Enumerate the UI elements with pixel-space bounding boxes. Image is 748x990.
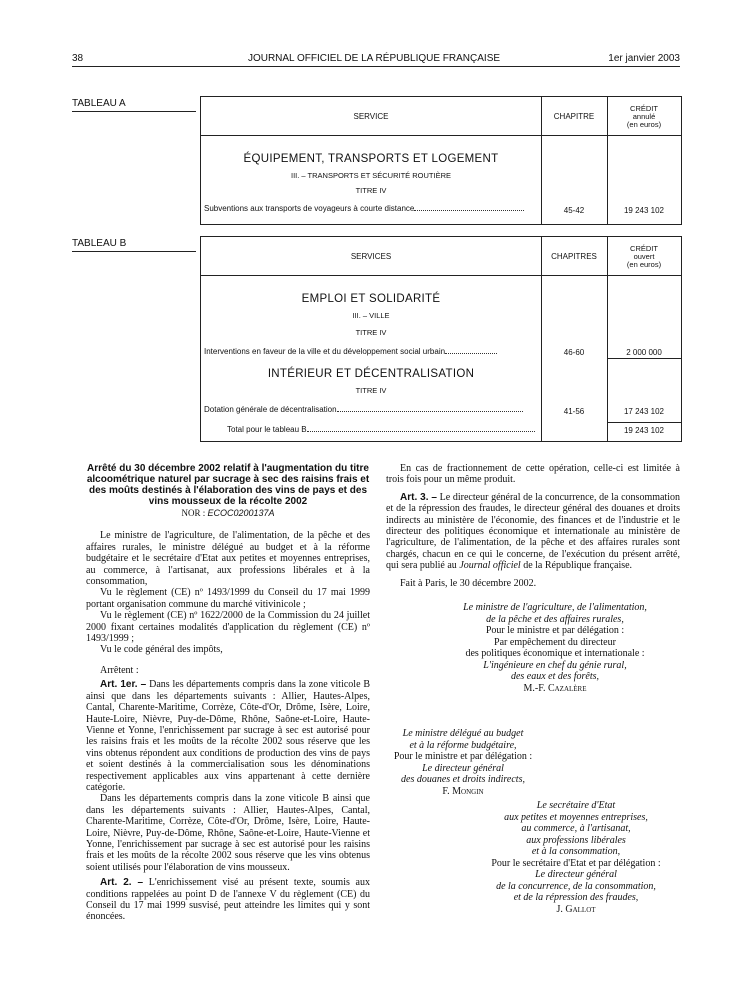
page-number: 38	[72, 53, 84, 64]
tableau-b-titre-2: TITRE IV	[355, 386, 387, 395]
signatory-gallot: J. Gallot	[556, 903, 596, 915]
tableau-b	[200, 236, 682, 442]
arrete-title: Arrêté du 30 décembre 2002 relatif à l'augmentation du titre alcoométrique naturel par sucrage à sec des raisins frais et des moûts destinés à l'élaboration des vins de pays et des vins mousseux de la récolte 2002	[86, 463, 370, 507]
tableau-b-col-credit: CRÉDIT ouvert (en euros)	[626, 244, 662, 269]
tableau-a-col-credit: CRÉDIT annulé (en euros)	[626, 104, 662, 129]
preamble-p2: Vu le règlement (CE) nº 1493/1999 du Conseil du 17 mai 1999 portant organisation commune du marché vitivinicole ;	[86, 587, 370, 610]
preamble-p1: Le ministre de l'agriculture, de l'alimentation, de la pêche et des affaires rurales, le ministre délégué au budget et à la réforme budgétaire et le secrétaire d'Etat aux petites et moyennes entreprises, au commerce, à l'artisanat, aux professions libérales et à la consommation,	[86, 530, 370, 588]
tableau-b-row-dotation-label: Dotation générale de décentralisation	[204, 405, 523, 414]
tableau-b-titre-1: TITRE IV	[355, 328, 387, 337]
signature-secretaire-etat: Le secrétaire d'Etat aux petites et moyennes entreprises, au commerce, à l'artisanat, aux professions libérales et à la consommation, Pour le secrétaire d'Etat et par délégation : Le directeur général de la concurrence, de la consommation, et de la répression des fraudes, J. Gallot	[472, 800, 680, 915]
tableau-b-col-chapitres: CHAPITRES	[551, 252, 597, 261]
tableau-a	[200, 96, 682, 225]
tableau-b-label: TABLEAU B	[72, 238, 127, 249]
fractionnement-paragraph: En cas de fractionnement de cette opération, celle-ci est limitée à trois fois pour un même produit.	[386, 463, 680, 486]
tableau-a-ministry: ÉQUIPEMENT, TRANSPORTS ET LOGEMENT	[243, 153, 499, 165]
tableau-a-section: III. – TRANSPORTS ET SÉCURITÉ ROUTIÈRE	[290, 171, 452, 180]
tableau-b-col-services: SERVICES	[350, 252, 392, 261]
tableau-a-row-credit: 19 243 102	[623, 206, 665, 215]
left-column	[86, 463, 370, 923]
right-column	[386, 463, 680, 589]
tableau-a-titre: TITRE IV	[355, 186, 387, 195]
tableau-b-ministry-interieur: INTÉRIEUR ET DÉCENTRALISATION	[267, 368, 475, 380]
preamble-p3: Vu le règlement (CE) nº 1622/2000 de la Commission du 24 juillet 2000 fixant certaines modalités d'application du règlement (CE) nº 1493/1999 ;	[86, 610, 370, 645]
tableau-a-label-rule	[72, 111, 196, 112]
nor-line: NOR : ECOC0200137A	[181, 508, 275, 518]
article-1-p2: Dans les départements compris dans la zone viticole B ainsi que dans les départements suivants : Allier, Hautes-Alpes, Cantal, Charente-Maritime, Corrèze, Côte-d'Or, Drôme, Isère, Loire, Haute-Loire, Nièvre, Puy-de-Dôme, Rhône, Saône-et-Loire, Haute-Vienne et Yonne, l'enrichissement par sucrage à sec est autorisé pour les raisins frais et les moûts de la récolte 2002 sous réserve que les vins obtenus soient utilisés pour l'élaboration de vins mousseux.	[86, 793, 370, 873]
tableau-a-col-chapitre: CHAPITRE	[553, 112, 595, 121]
signatory-mongin: F. Mongin	[442, 785, 484, 797]
fait-a-paris: Fait à Paris, le 30 décembre 2002.	[400, 577, 537, 589]
signatory-cazalere: M.-F. Cazalère	[523, 682, 587, 694]
signature-agriculture: Le ministre de l'agriculture, de l'alimentation, de la pêche et des affaires rurales, Pour le ministre et par délégation : Par empêchement du directeur des politiques économique et internationale : L'ingénieure en chef du génie rural, des eaux et des forêts, M.-F. Cazalère	[430, 602, 680, 694]
tableau-a-label: TABLEAU A	[72, 98, 126, 109]
tableau-b-ministry-emploi: EMPLOI ET SOLIDARITÉ	[301, 293, 441, 305]
tableau-b-row-ville-label: Interventions en faveur de la ville et du développement social urbain	[204, 347, 497, 356]
tableau-b-section-ville: III. – VILLE	[352, 311, 390, 320]
tableau-b-row-ville-chapitre: 46-60	[563, 348, 585, 357]
tableau-a-row-chapitre: 45-42	[563, 206, 585, 215]
header-rule	[72, 66, 680, 67]
tableau-a-row-label: Subventions aux transports de voyageurs à courte distance	[204, 204, 524, 213]
article-2: Art. 2. – L'enrichissement visé au présent texte, soumis aux conditions rappelées au point D de l'annexe V du règlement (CE) du Conseil du 17 mai 1999 susvisé, peut atteindre les limites qui y sont énoncées.	[86, 877, 370, 923]
issue-date: 1er janvier 2003	[608, 53, 680, 64]
article-1: Art. 1er. – Dans les départements compris dans la zone viticole B ainsi que dans les départements suivants : Allier, Hautes-Alpes, Cantal, Charente-Maritime, Corrèze, Côte-d'Or, Drôme, Isère, Loire, Haute-Loire, Nièvre, Puy-de-Dôme, Rhône, Saône-et-Loire, Haute-Vienne et Yonne, l'enrichissement par sucrage à sec est autorisé pour les raisins frais et les moûts de la récolte 2002 sous réserve que les vins obtenus répondent aux conditions de production des vins de pays et soient destinés à la commercialisation sous les dénominations respectivement applicables aux vins appartenant à cette dernière catégorie.	[86, 679, 371, 793]
preamble-p4: Vu le code général des impôts,	[100, 644, 223, 656]
journal-title: JOURNAL OFFICIEL DE LA RÉPUBLIQUE FRANÇAISE	[247, 53, 501, 64]
tableau-b-total-credit: 19 243 102	[623, 426, 665, 435]
signature-budget: Le ministre délégué au budget et à la réforme budgétaire, Pour le ministre et par délégation : Le directeur général des douanes et droits indirects, F. Mongin	[370, 728, 556, 797]
article-3: Art. 3. – Le directeur général de la concurrence, de la consommation et de la répression des fraudes, le directeur général des douanes et droits indirects au ministère de l'économie, des finances et de l'industrie et le directeur des politiques économique et internationale au ministère de l'agriculture, de l'alimentation, de la pêche et des affaires rurales sont chargés, chacun en ce qui le concerne, de l'exécution du présent arrêté, qui sera publié au Journal officiel de la République française.	[386, 491, 680, 572]
tableau-b-row-dotation-chapitre: 41-56	[563, 407, 585, 416]
tableau-b-label-rule	[72, 251, 196, 252]
tableau-b-total-label: Total pour le tableau B	[227, 425, 535, 434]
tableau-b-row-dotation-credit: 17 243 102	[623, 407, 665, 416]
arretent: Arrêtent :	[100, 664, 139, 676]
tableau-a-col-service: SERVICE	[353, 112, 389, 121]
tableau-b-row-ville-credit: 2 000 000	[626, 348, 662, 357]
